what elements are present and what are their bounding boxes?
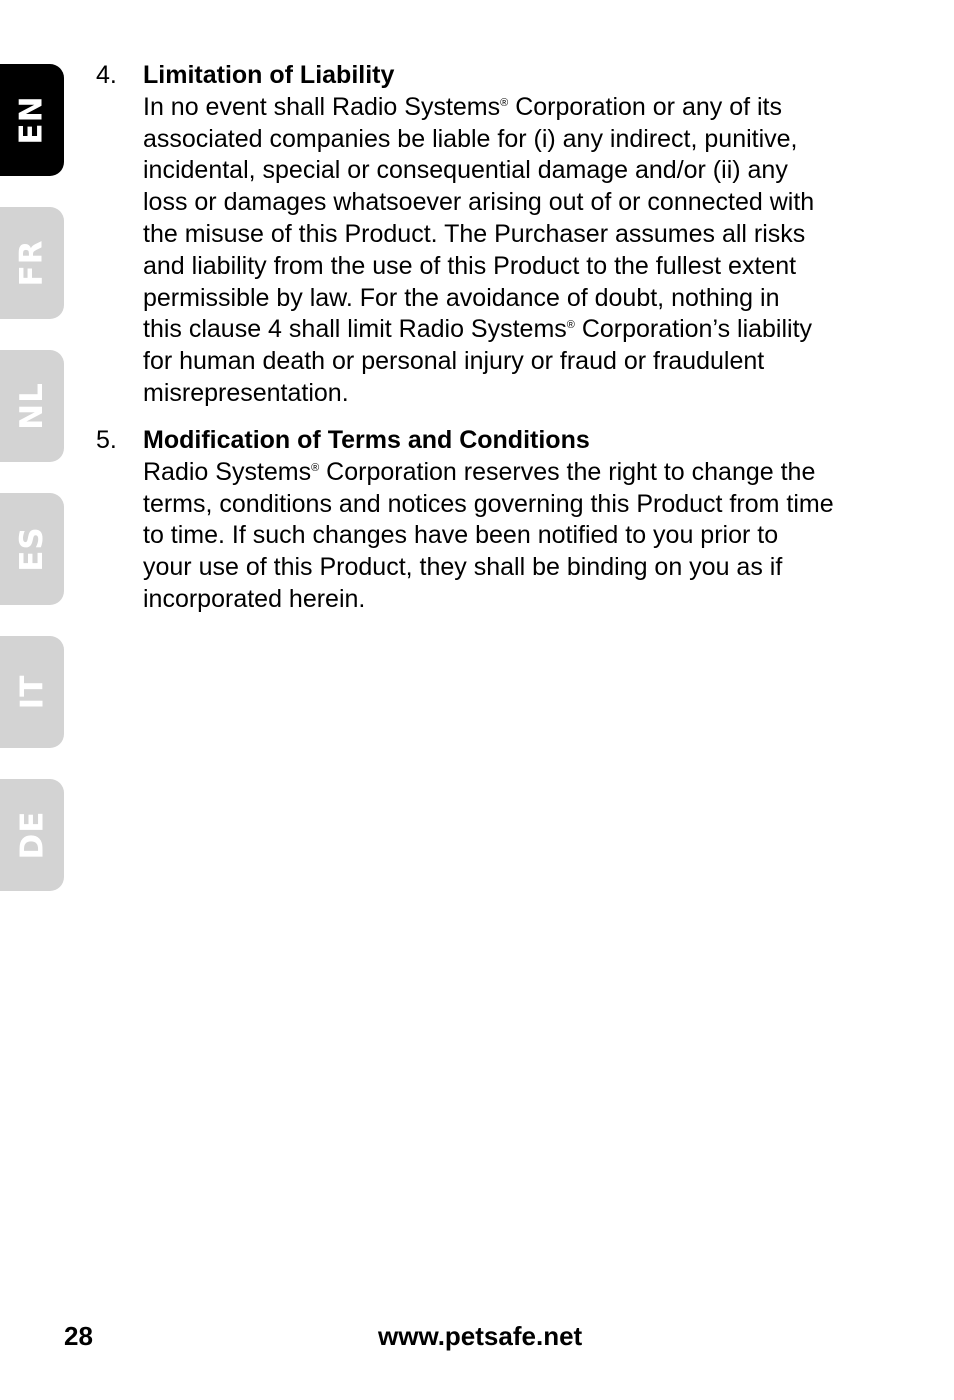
body-text: incorporated herein.: [143, 584, 366, 613]
section-body: [143, 457, 866, 616]
registered-mark: ®: [311, 461, 320, 474]
page-number: 28: [64, 1321, 93, 1351]
section-heading: Modification of Terms and Conditions: [143, 426, 590, 454]
body-line: [143, 489, 866, 521]
body-text: this clause 4 shall limit Radio Systems: [143, 315, 567, 344]
body-line: [143, 283, 866, 315]
body-text: terms, conditions and notices governing this Product from time: [143, 489, 834, 518]
body-text: the misuse of this Product. The Purchaser assumes all risks: [143, 219, 806, 248]
body-line: [143, 552, 866, 584]
body-text: permissible by law. For the avoidance of doubt, nothing in: [143, 283, 780, 312]
section-body: [143, 92, 866, 410]
body-text: associated companies be liable for (i) any indirect, punitive,: [143, 124, 798, 153]
body-line: [143, 314, 866, 346]
section-number: 4.: [96, 61, 117, 89]
body-line: [143, 457, 866, 489]
body-text: loss or damages whatsoever arising out of or connected with: [143, 188, 815, 217]
section-limitation-of-liability: [96, 60, 866, 410]
body-text: Corporation’s liability: [574, 315, 813, 344]
body-text: for human death or personal injury or fraud or fraudulent: [143, 347, 765, 376]
section-heading: Limitation of Liability: [143, 61, 395, 89]
body-text: Radio Systems: [143, 457, 312, 486]
tab-label-fr: FR: [13, 239, 50, 287]
body-line: [143, 92, 866, 124]
body-line: [143, 378, 866, 410]
body-text: incidental, special or consequential damage and/or (ii) any: [143, 156, 788, 185]
registered-mark: ®: [566, 319, 575, 332]
body-line: [143, 251, 866, 283]
tab-label-es: ES: [13, 526, 50, 572]
section-number: 5.: [96, 426, 117, 454]
section-modification-of-terms: [96, 425, 866, 616]
body-text: misrepresentation.: [143, 378, 349, 407]
body-text: Corporation reserves the right to change the: [319, 457, 816, 486]
tab-label-de: DE: [13, 810, 50, 860]
body-text: your use of this Product, they shall be binding on you as if: [143, 553, 783, 582]
tab-label-nl: NL: [13, 382, 50, 430]
page-footer: [0, 1321, 954, 1357]
website-url: www.petsafe.net: [378, 1321, 583, 1351]
body-line: [143, 124, 866, 156]
body-line: [143, 155, 866, 187]
body-text: Corporation or any of its: [508, 92, 782, 121]
body-line: [143, 187, 866, 219]
body-line: [143, 584, 866, 616]
tab-label-it: IT: [14, 674, 50, 710]
tab-label-en: EN: [14, 95, 50, 145]
body-line: [143, 219, 866, 251]
body-text: to time. If such changes have been notified to you prior to: [143, 521, 779, 550]
body-text: In no event shall Radio Systems: [143, 92, 501, 121]
registered-mark: ®: [500, 96, 509, 109]
body-line: [143, 520, 866, 552]
body-line: [143, 346, 866, 378]
body-text: and liability from the use of this Product to the fullest extent: [143, 251, 797, 280]
